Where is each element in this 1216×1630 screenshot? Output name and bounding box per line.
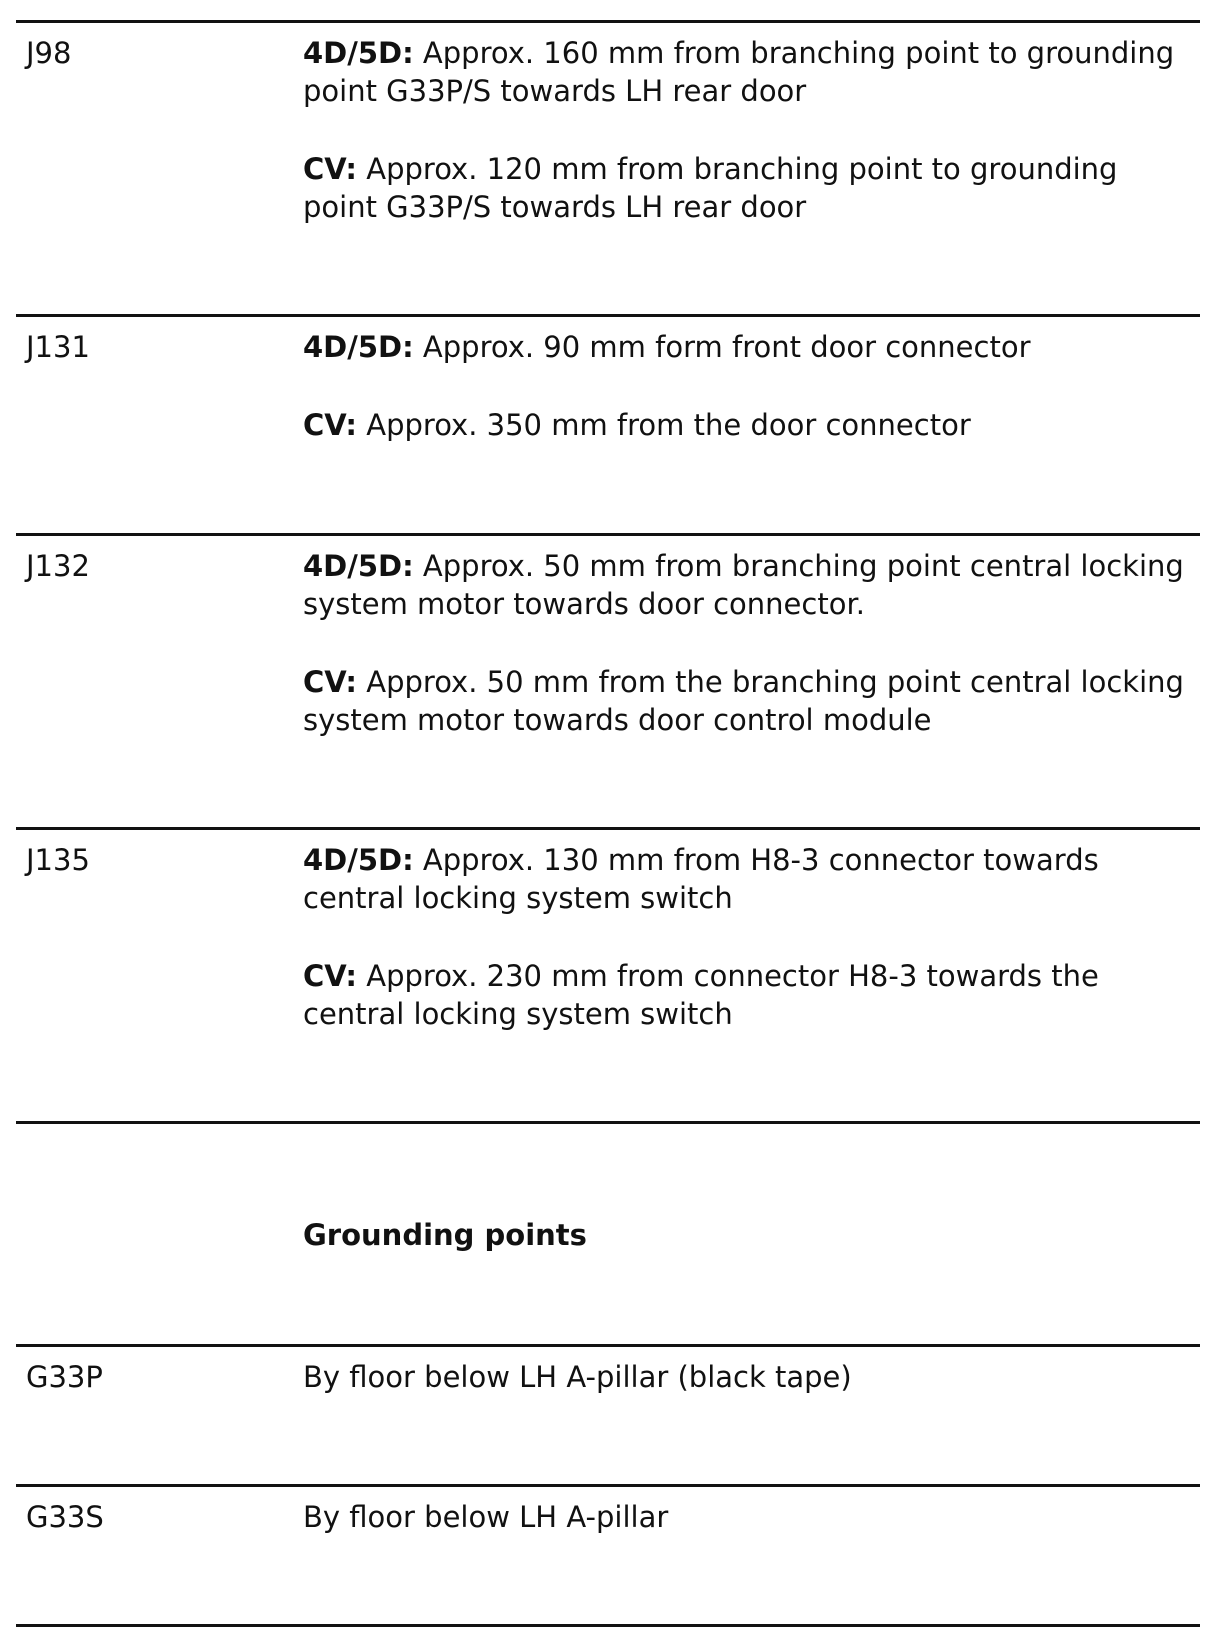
location-text: Approx. 90 mm form front door connector bbox=[413, 330, 1031, 364]
variant-label: CV: bbox=[303, 665, 358, 699]
variant-label: 4D/5D: bbox=[303, 330, 414, 364]
rule-g33p bbox=[16, 1344, 1200, 1347]
location-description-4d5d bbox=[303, 328, 1193, 366]
variant-label: CV: bbox=[303, 152, 358, 186]
connector-code: J135 bbox=[26, 843, 90, 877]
location-description-4d5d bbox=[303, 547, 1193, 623]
grounding-point-code: G33S bbox=[26, 1500, 104, 1534]
location-description-4d5d bbox=[303, 841, 1193, 917]
connector-code: J98 bbox=[26, 36, 72, 70]
location-text: Approx. 230 mm from connector H8-3 towards the central locking system switch bbox=[303, 959, 1099, 1031]
location-text: Approx. 350 mm from the door connector bbox=[357, 408, 971, 442]
location-text: Approx. 130 mm from H8-3 connector towards central locking system switch bbox=[303, 843, 1099, 915]
location-description-cv bbox=[303, 150, 1193, 226]
grounding-point-description: By floor below LH A-pillar bbox=[303, 1500, 669, 1534]
location-text: Approx. 120 mm from branching point to grounding point G33P/S towards LH rear door bbox=[303, 152, 1118, 224]
grounding-point-description: By floor below LH A-pillar (black tape) bbox=[303, 1360, 852, 1394]
rule-top bbox=[16, 20, 1200, 23]
location-description-cv bbox=[303, 957, 1193, 1033]
location-description-cv bbox=[303, 663, 1193, 739]
rule-j132 bbox=[16, 533, 1200, 536]
variant-label: 4D/5D: bbox=[303, 549, 414, 583]
variant-label: 4D/5D: bbox=[303, 843, 414, 877]
connector-code: J131 bbox=[26, 330, 90, 364]
location-text: Approx. 50 mm from the branching point central locking system motor towards door control module bbox=[303, 665, 1184, 737]
location-text: Approx. 50 mm from branching point central locking system motor towards door connector. bbox=[303, 549, 1184, 621]
section-heading-grounding-points: Grounding points bbox=[303, 1218, 587, 1252]
rule-j131 bbox=[16, 314, 1200, 317]
connector-code: J132 bbox=[26, 549, 90, 583]
rule-bottom bbox=[16, 1624, 1200, 1627]
grounding-point-code: G33P bbox=[26, 1360, 103, 1394]
variant-label: CV: bbox=[303, 959, 358, 993]
variant-label: CV: bbox=[303, 408, 358, 442]
rule-grounding-section bbox=[16, 1121, 1200, 1124]
location-text: Approx. 160 mm from branching point to grounding point G33P/S towards LH rear door bbox=[303, 36, 1175, 108]
rule-j135 bbox=[16, 827, 1200, 830]
rule-g33s bbox=[16, 1484, 1200, 1487]
location-description-4d5d bbox=[303, 34, 1193, 110]
variant-label: 4D/5D: bbox=[303, 36, 414, 70]
location-description-cv bbox=[303, 406, 1193, 444]
